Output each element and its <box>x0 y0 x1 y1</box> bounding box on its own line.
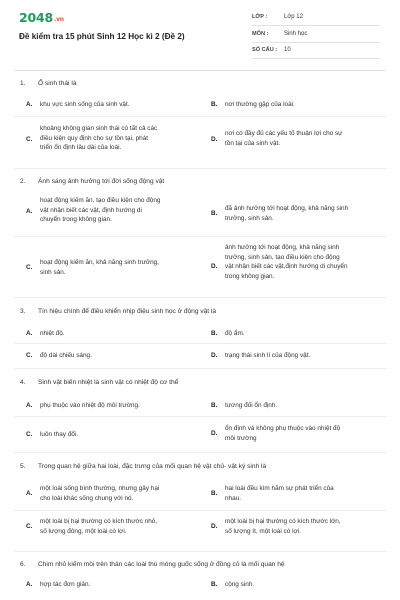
divider <box>14 452 386 453</box>
option-text: khu vực sinh sống của sinh vật. <box>40 101 130 108</box>
option-5b[interactable] <box>211 484 386 506</box>
option-text: độ dài chiếu sáng. <box>40 352 92 359</box>
divider <box>14 116 386 117</box>
option-text: đã ảnh hưởng tới hoạt động, khả năng sinh trưởng, sinh sản. <box>225 205 349 222</box>
option-text: tương đối ổn định. <box>225 402 278 409</box>
divider <box>252 25 380 26</box>
divider <box>14 297 386 298</box>
option-5c[interactable] <box>26 517 206 539</box>
page-title: Đề kiểm tra 15 phút Sinh 12 Học kì 2 (Đề 2) <box>19 32 185 41</box>
option-letter: D. <box>211 263 218 270</box>
question-text: Ổ sinh thái là <box>38 80 77 87</box>
option-text: ảnh hưởng tới hoạt động, khả năng sinh trưởng, sinh sản, tạo điều kiện cho động vật nhận biết các vật,định hướng di chuyển trong không gian. <box>225 244 348 280</box>
option-text: khoảng không gian sinh thái có tất cả các điều kiện quy định cho sự tồn tại, phát triển ổn định lâu dài của loài. <box>40 125 158 152</box>
option-letter: B. <box>211 330 218 337</box>
divider <box>14 236 386 237</box>
option-letter: C. <box>26 352 33 359</box>
option-1d[interactable] <box>211 129 386 153</box>
option-4d[interactable] <box>211 424 386 446</box>
divider <box>14 510 386 511</box>
option-letter: C. <box>26 264 33 271</box>
header-divider <box>14 70 386 71</box>
logo-main-text: 2048 <box>19 10 53 25</box>
divider <box>14 416 386 417</box>
option-text: độ ẩm. <box>225 330 245 337</box>
option-letter: D. <box>211 430 218 437</box>
question-number: 5. <box>20 463 26 470</box>
option-2b[interactable] <box>211 204 386 228</box>
option-text: một loài sống bình thường, nhưng gây hại cho loài khác sống chung với nó. <box>40 485 160 502</box>
option-letter: C. <box>26 431 33 438</box>
option-letter: B. <box>211 402 218 409</box>
divider <box>14 168 386 169</box>
divider <box>14 368 386 369</box>
question-number: 1. <box>20 80 26 87</box>
question-number: 3. <box>20 308 26 315</box>
option-text: ổn định và không phụ thuộc vào nhiệt độ môi trường <box>225 425 341 442</box>
option-text: phụ thuộc vào nhiệt độ môi trường. <box>40 402 140 409</box>
option-text: cộng sinh. <box>225 581 255 588</box>
info-value: 10 <box>284 47 291 53</box>
divider <box>14 343 386 344</box>
option-letter: C. <box>26 136 33 143</box>
option-text: trạng thái sinh lí của động vật. <box>225 352 311 359</box>
option-text: nhiệt độ. <box>40 330 65 337</box>
divider <box>252 42 380 43</box>
option-letter: C. <box>26 523 33 530</box>
question-number: 4. <box>20 379 26 386</box>
option-letter: B. <box>211 101 218 108</box>
option-text: hoạt động kiếm ăn, khả năng sinh trưởng, sinh sản. <box>40 259 159 276</box>
option-letter: D. <box>211 136 218 143</box>
option-letter: B. <box>211 210 218 217</box>
question-text: Ánh sáng ảnh hưởng tới đời sống động vật <box>38 178 165 185</box>
option-2d[interactable] <box>211 243 386 285</box>
option-text: nơi có đầy đủ các yếu tố thuận lợi cho sự tồn tại của sinh vật. <box>225 130 343 147</box>
option-1c[interactable] <box>26 124 206 156</box>
option-letter: B. <box>211 490 218 497</box>
info-label: MÔN : <box>252 31 269 37</box>
question-number: 2. <box>20 178 26 185</box>
site-logo[interactable] <box>19 10 64 25</box>
option-letter: A. <box>26 490 33 497</box>
option-5d[interactable] <box>211 517 386 539</box>
info-label: SỐ CÂU : <box>252 47 278 53</box>
option-text: hợp tác đơn giản. <box>40 581 91 588</box>
option-text: nơi thường gặp của loài. <box>225 101 295 108</box>
option-letter: A. <box>26 402 33 409</box>
option-text: luôn thay đổi. <box>40 431 79 438</box>
option-2a[interactable] <box>26 196 206 228</box>
info-label: LỚP : <box>252 14 268 20</box>
option-letter: D. <box>211 352 218 359</box>
option-text: hoạt động kiếm ăn, tạo điều kiện cho động vật nhận biết các vật, định hướng di chuyển trong không gian. <box>40 197 161 224</box>
option-text: một loài bị hại thường có kích thước lớn, số lượng ít, một loài có lợi. <box>225 518 341 535</box>
logo-suffix-text: .vn <box>54 16 64 23</box>
info-value: Lớp 12 <box>284 14 303 20</box>
option-letter: A. <box>26 330 33 337</box>
page-header <box>0 0 400 66</box>
question-text: Chim nhỏ kiếm mồi trên thân các loài thú móng guốc sống ở đồng cỏ là mối quan hệ <box>38 561 285 568</box>
option-letter: A. <box>26 208 33 215</box>
option-2c[interactable] <box>26 258 206 282</box>
info-value: Sinh học <box>284 31 308 37</box>
question-text: Trong quan hệ giữa hai loài, đặc trưng của mối quan hệ vật chủ- vật ký sinh là <box>38 463 267 470</box>
option-text: hai loài đều kìm hãm sự phát triển của nhau. <box>225 485 334 502</box>
question-number: 6. <box>20 561 26 568</box>
divider <box>252 58 380 59</box>
option-letter: D. <box>211 523 218 530</box>
question-text: Tín hiệu chính để điều khiển nhịp điệu sinh học ở động vật là <box>38 308 217 315</box>
option-5a[interactable] <box>26 484 206 506</box>
option-letter: B. <box>211 581 218 588</box>
question-text: Sinh vật biến nhiệt là sinh vật có nhiệt độ cơ thể <box>38 379 179 386</box>
option-letter: A. <box>26 581 33 588</box>
option-letter: A. <box>26 101 33 108</box>
option-text: một loài bị hại thường có kích thước nhỏ, số lượng đông, một loài có lợi. <box>40 518 158 535</box>
divider <box>14 551 386 552</box>
